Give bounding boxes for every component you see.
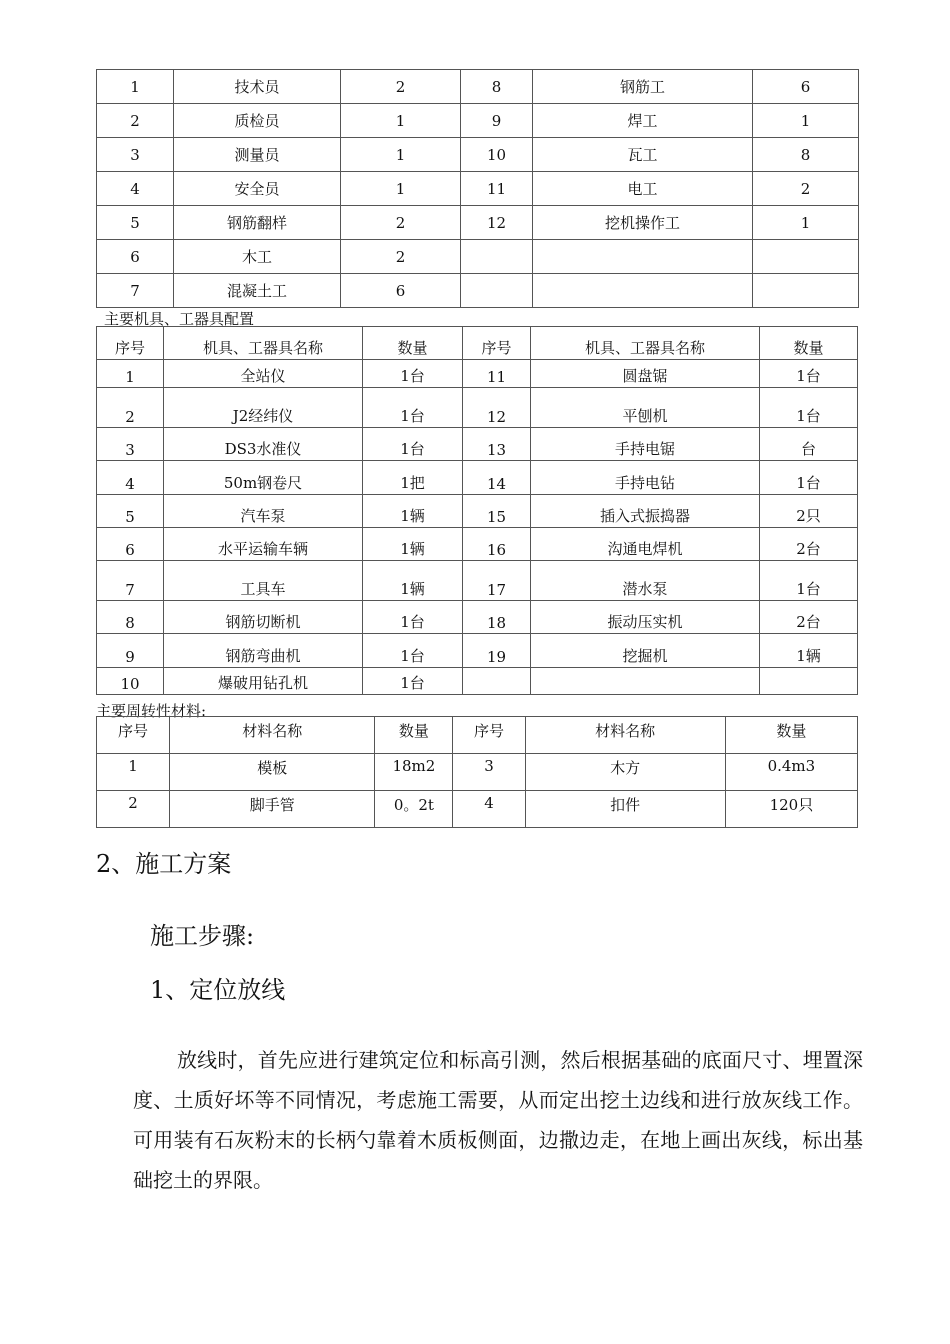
equipment-table-caption: 主要机具、工器具配置 — [104, 310, 255, 328]
table-cell: 1辆 — [363, 528, 463, 561]
table-cell: 4 — [97, 172, 174, 206]
table-row — [97, 388, 858, 428]
table-cell: 1台 — [363, 388, 463, 428]
table-cell: 技术员 — [174, 70, 341, 104]
table-cell: 水平运输车辆 — [164, 528, 363, 561]
table-cell: 脚手管 — [170, 791, 375, 828]
header-cell: 数量 — [375, 717, 453, 754]
table-cell: 2 — [97, 791, 170, 828]
table-row — [97, 274, 859, 308]
table-row — [97, 104, 859, 138]
table-cell: 12 — [463, 388, 531, 428]
table-cell: 质检员 — [174, 104, 341, 138]
table-cell: 爆破用钻孔机 — [164, 668, 363, 695]
table-row — [97, 791, 858, 828]
table-cell: 插入式振捣器 — [531, 495, 760, 528]
materials-table — [96, 716, 858, 828]
table-cell: 0.4m3 — [725, 754, 857, 791]
table-cell: 1台 — [759, 360, 857, 388]
table-cell: 混凝土工 — [174, 274, 341, 308]
table-cell — [461, 240, 533, 274]
table-cell: 1台 — [759, 388, 857, 428]
table-cell: 1台 — [759, 461, 857, 495]
table-row — [97, 70, 859, 104]
table-cell: 8 — [97, 601, 164, 634]
header-cell: 序号 — [97, 717, 170, 754]
table-cell: 安全员 — [174, 172, 341, 206]
table-cell: 1 — [753, 206, 859, 240]
table-cell: 振动压实机 — [531, 601, 760, 634]
table-cell: 120只 — [725, 791, 857, 828]
table-row — [97, 668, 858, 695]
table-row — [97, 360, 858, 388]
table-cell: 2台 — [759, 528, 857, 561]
table-row — [97, 601, 858, 634]
table-cell: 17 — [463, 561, 531, 601]
table-cell: 2 — [341, 240, 461, 274]
table-cell: 1辆 — [363, 561, 463, 601]
table-cell: 1台 — [363, 668, 463, 695]
table-cell: 焊工 — [533, 104, 753, 138]
table-cell: 2 — [341, 206, 461, 240]
table-cell: 台 — [759, 428, 857, 461]
table-cell: 1台 — [363, 360, 463, 388]
table-cell: 1台 — [759, 561, 857, 601]
table-cell: 1辆 — [363, 495, 463, 528]
table-cell — [461, 274, 533, 308]
table-cell: 19 — [463, 634, 531, 668]
table-cell: 10 — [461, 138, 533, 172]
table-cell: 1 — [341, 104, 461, 138]
table-cell: 1把 — [363, 461, 463, 495]
header-cell: 机具、工器具名称 — [164, 327, 363, 360]
header-cell: 序号 — [97, 327, 164, 360]
table-cell: 汽车泵 — [164, 495, 363, 528]
table-row — [97, 634, 858, 668]
header-cell: 机具、工器具名称 — [531, 327, 760, 360]
table-cell: 2 — [341, 70, 461, 104]
table-row — [97, 461, 858, 495]
table-cell: DS3水准仪 — [164, 428, 363, 461]
table-cell: 扣件 — [525, 791, 725, 828]
table-header-row — [97, 717, 858, 754]
staff-table — [96, 69, 859, 308]
materials-table-caption: 主要周转性材料: — [96, 702, 207, 720]
table-cell: 2 — [97, 388, 164, 428]
table-cell: 1 — [97, 360, 164, 388]
section-title: 2、施工方案 — [96, 850, 232, 878]
table-cell: 6 — [753, 70, 859, 104]
table-cell — [753, 240, 859, 274]
table-cell: 8 — [753, 138, 859, 172]
table-cell: 2 — [753, 172, 859, 206]
table-cell: 50m钢卷尺 — [164, 461, 363, 495]
table-cell: J2经纬仪 — [164, 388, 363, 428]
table-cell: 潜水泵 — [531, 561, 760, 601]
table-cell: 4 — [453, 791, 525, 828]
table-cell: 12 — [461, 206, 533, 240]
table-cell: 14 — [463, 461, 531, 495]
table-cell: 10 — [97, 668, 164, 695]
table-cell: 2 — [97, 104, 174, 138]
header-cell: 材料名称 — [170, 717, 375, 754]
table-row — [97, 495, 858, 528]
table-cell: 挖掘机 — [531, 634, 760, 668]
table-cell: 1台 — [363, 634, 463, 668]
table-cell: 5 — [97, 495, 164, 528]
table-cell: 18m2 — [375, 754, 453, 791]
table-cell: 圆盘锯 — [531, 360, 760, 388]
table-cell: 手持电锯 — [531, 428, 760, 461]
table-cell: 3 — [97, 428, 164, 461]
table-cell: 模板 — [170, 754, 375, 791]
header-cell: 序号 — [463, 327, 531, 360]
table-cell: 1辆 — [759, 634, 857, 668]
table-cell: 7 — [97, 561, 164, 601]
table-cell: 钢筋翻样 — [174, 206, 341, 240]
steps-title: 施工步骤: — [150, 922, 255, 950]
table-cell: 7 — [97, 274, 174, 308]
table-cell — [759, 668, 857, 695]
table-cell: 1 — [341, 172, 461, 206]
table-cell: 1 — [341, 138, 461, 172]
table-cell: 5 — [97, 206, 174, 240]
body-paragraph: 放线时，首先应进行建筑定位和标高引测，然后根据基础的底面尺寸、埋置深度、土质好坏等不同情况，考虑施工需要，从而定出挖土边线和进行放灰线工作。可用装有石灰粉末的长柄勺靠着木质板侧面，边撒边走，在地上画出灰线，标出基础挖土的界限。 — [133, 1048, 863, 1192]
table-cell: 1 — [97, 70, 174, 104]
header-cell: 数量 — [363, 327, 463, 360]
table-cell: 8 — [461, 70, 533, 104]
table-cell — [531, 668, 760, 695]
table-row — [97, 206, 859, 240]
table-cell: 11 — [463, 360, 531, 388]
table-cell — [753, 274, 859, 308]
table-cell: 2台 — [759, 601, 857, 634]
table-cell: 18 — [463, 601, 531, 634]
header-cell: 序号 — [453, 717, 525, 754]
table-cell — [533, 240, 753, 274]
table-cell: 瓦工 — [533, 138, 753, 172]
table-cell: 2只 — [759, 495, 857, 528]
table-cell: 16 — [463, 528, 531, 561]
table-row — [97, 561, 858, 601]
table-cell: 4 — [97, 461, 164, 495]
table-cell: 15 — [463, 495, 531, 528]
header-cell: 材料名称 — [525, 717, 725, 754]
table-cell — [463, 668, 531, 695]
table-cell: 木工 — [174, 240, 341, 274]
table-row — [97, 428, 858, 461]
table-cell: 6 — [97, 240, 174, 274]
table-cell: 1台 — [363, 428, 463, 461]
table-row — [97, 172, 859, 206]
table-cell: 9 — [97, 634, 164, 668]
table-cell: 1台 — [363, 601, 463, 634]
table-cell: 沟通电焊机 — [531, 528, 760, 561]
table-cell: 测量员 — [174, 138, 341, 172]
table-cell — [533, 274, 753, 308]
table-cell: 1 — [97, 754, 170, 791]
table-cell: 全站仪 — [164, 360, 363, 388]
table-cell: 挖机操作工 — [533, 206, 753, 240]
table-cell: 钢筋弯曲机 — [164, 634, 363, 668]
table-row — [97, 754, 858, 791]
table-cell: 6 — [97, 528, 164, 561]
table-row — [97, 240, 859, 274]
table-cell: 电工 — [533, 172, 753, 206]
table-cell: 6 — [341, 274, 461, 308]
table-cell: 木方 — [525, 754, 725, 791]
table-row — [97, 528, 858, 561]
table-cell: 0。2t — [375, 791, 453, 828]
table-cell: 3 — [97, 138, 174, 172]
table-cell: 1 — [753, 104, 859, 138]
table-header-row — [97, 327, 858, 360]
table-cell: 9 — [461, 104, 533, 138]
table-cell: 手持电钻 — [531, 461, 760, 495]
table-cell: 11 — [461, 172, 533, 206]
step1-title: 1、定位放线 — [150, 976, 286, 1004]
table-cell: 3 — [453, 754, 525, 791]
equipment-table — [96, 326, 858, 695]
table-row — [97, 138, 859, 172]
table-cell: 平刨机 — [531, 388, 760, 428]
header-cell: 数量 — [725, 717, 857, 754]
table-cell: 13 — [463, 428, 531, 461]
table-cell: 钢筋切断机 — [164, 601, 363, 634]
header-cell: 数量 — [759, 327, 857, 360]
table-cell: 钢筋工 — [533, 70, 753, 104]
table-cell: 工具车 — [164, 561, 363, 601]
